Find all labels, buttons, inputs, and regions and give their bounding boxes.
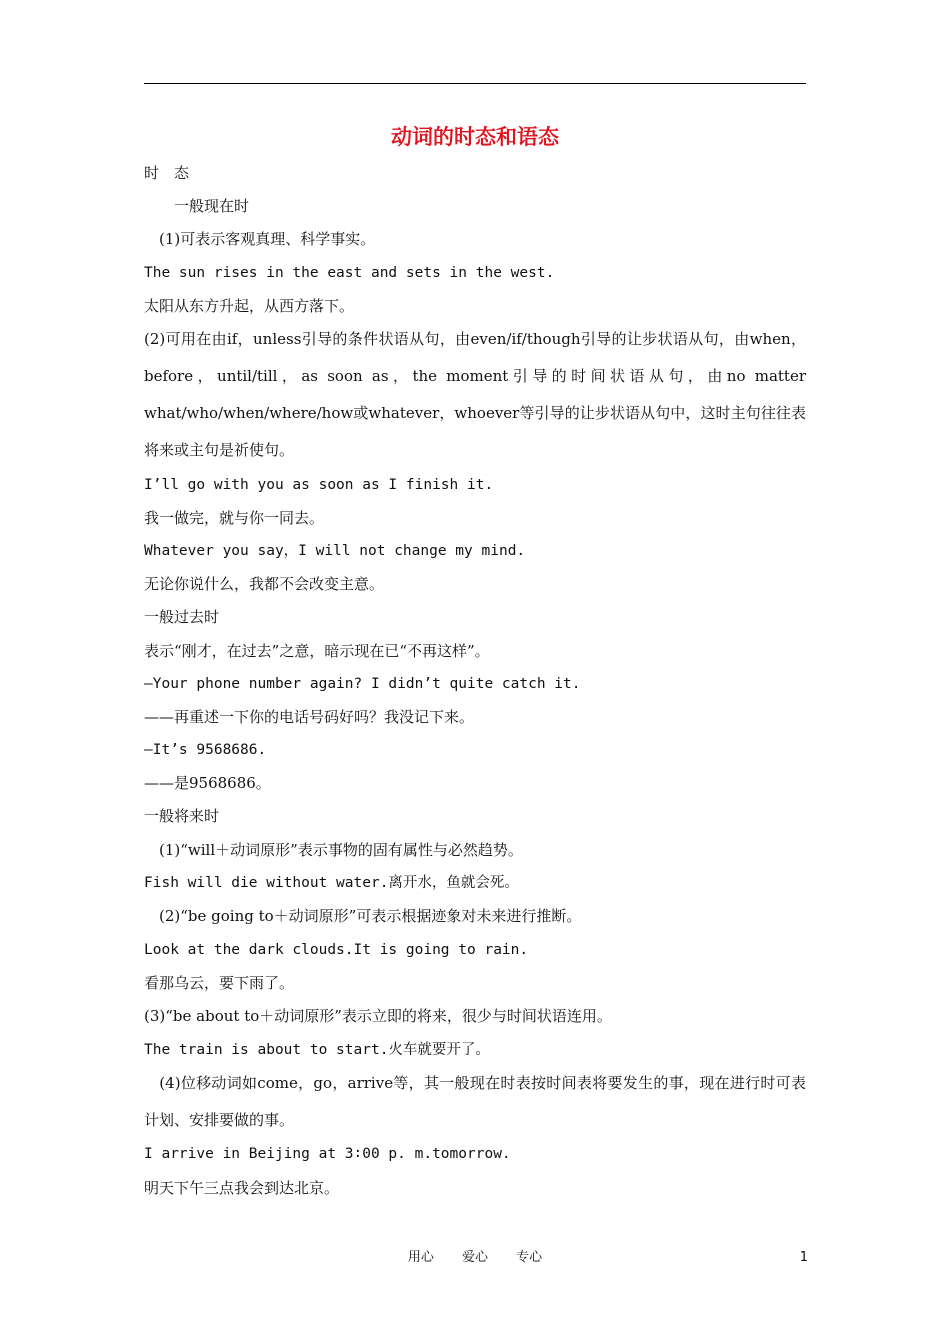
footer-text: 爱心 [461, 1250, 488, 1265]
page-number: 1 [799, 1250, 808, 1265]
rule-past: 表示“刚才，在过去”之意，暗示现在已“不再这样”。 [144, 642, 490, 660]
rule-future-1: (1)“will＋动词原形”表示事物的固有属性与必然趋势。 [144, 841, 523, 859]
dialogue-line: —It’s 9568686. [144, 742, 267, 758]
example-sentence: I’ll go with you as soon as I finish it. [144, 477, 494, 493]
example-sentence: I arrive in Beijing at 3∶00 p. m.tomorrow. [144, 1146, 511, 1162]
footer-text: 用心 [407, 1250, 434, 1265]
subheading-simple-past: 一般过去时 [144, 608, 220, 626]
example-sentence: The sun rises in the east and sets in the west. [144, 265, 555, 281]
translation: 无论你说什么，我都不会改变主意。 [144, 575, 385, 593]
translation: 看那乌云，要下雨了。 [144, 974, 295, 992]
header-rule [144, 83, 806, 84]
rule-future-3: (3)“be about to＋动词原形”表示立即的将来，很少与时间状语连用。 [144, 1007, 612, 1025]
example-sentence: The train is about to start.火车就要开了。 [144, 1042, 490, 1058]
rule-1: (1)可表示客观真理、科学事实。 [144, 230, 376, 248]
translation: 明天下午三点我会到达北京。 [144, 1179, 340, 1197]
rule-future-2: (2)“be going to＋动词原形”可表示根据迹象对未来进行推断。 [144, 907, 582, 925]
rule-2-paragraph: (2)可用在由if，unless引导的条件状语从句，由even/if/though引导的让步状语从句，由when，before，until/till，as soon as，the moment引导的时间状语从句，由no matter what/who/when/where/how或whatever，whoever等引导的让步状语从句中，这时主句往往表将来或主句是祈使句。 [144, 330, 806, 459]
footer-text: 专心 [516, 1250, 543, 1265]
dialogue-line: —Your phone number again? I didn’t quite catch it. [144, 676, 581, 692]
translation: 太阳从东方升起，从西方落下。 [144, 297, 355, 315]
dialogue-translation: ——再重述一下你的电话号码好吗？我没记下来。 [144, 708, 475, 726]
subheading-simple-future: 一般将来时 [144, 807, 220, 825]
section-heading-tense: 时 态 [144, 164, 190, 182]
document-title: 动词的时态和语态 [391, 125, 559, 149]
translation: 我一做完，就与你一同去。 [144, 509, 325, 527]
subheading-simple-present: 一般现在时 [144, 197, 250, 215]
dialogue-translation: ——是9568686。 [144, 774, 271, 792]
example-sentence: Whatever you say，I will not change my mind. [144, 543, 526, 559]
example-sentence: Fish will die without water.离开水，鱼就会死。 [144, 875, 519, 891]
rule-future-4-paragraph: (4)位移动词如come，go，arrive等，其一般现在时表按时间表将要发生的事，现在进行时可表计划、安排要做的事。 [144, 1074, 806, 1129]
example-sentence: Look at the dark clouds.It is going to rain. [144, 942, 529, 958]
